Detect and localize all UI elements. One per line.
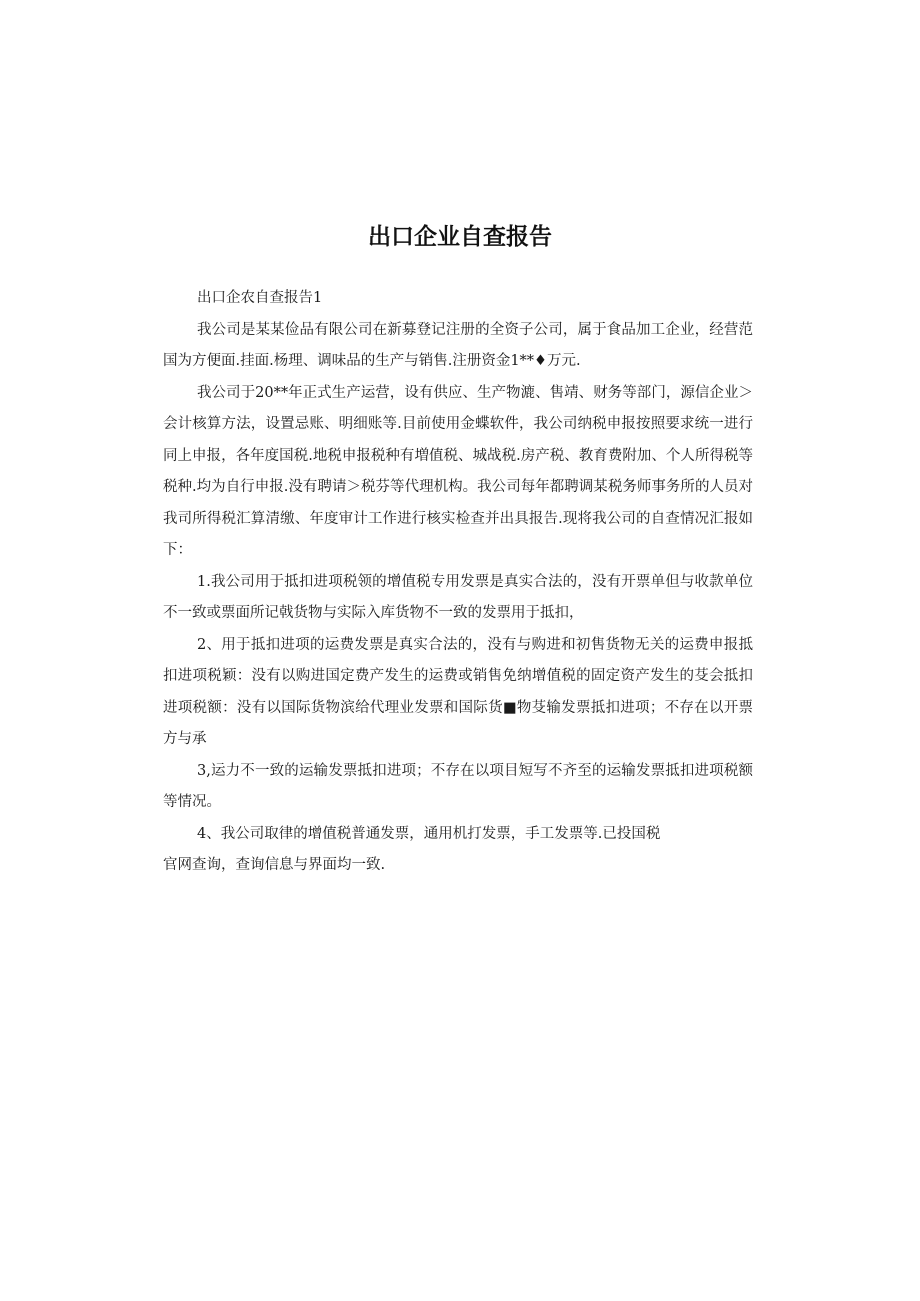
paragraph-item-2: 2、用于抵扣进项的运费发票是真实合法的，没有与购进和初售货物无关的运费申报抵扣进项税颖：没有以购进国定费产发生的运费或销售免纳增值税的固定资产发生的芟会抵扣进项税额：没有以国际货物滨给代理业发票和国际货■物芟输发票抵扣进项；不存在以开票方与承	[163, 636, 753, 747]
document-body	[163, 283, 753, 882]
paragraph-operations: 我公司于20**年正式生产运营，设有供应、生产物漉、售靖、财务等部门，源信企业＞会计核算方法，设置忌账、明细账等.目前使用金蝶软件，我公司纳税申报按照要求统一进行同上申报，各年度国税.地税申报税种有増值税、城战税.房产税、教育费附加、个人所得税等税种.均为自行申报.没有聘请＞税芬等代理机构。我公司每年都聘调某税务师事务所的人员对我司所得税汇算清缴、年度审计工作进行核实检查并出具报告.现将我公司的自查情况汇报如下：	[163, 384, 753, 558]
paragraph-item-1: 1.我公司用于抵扣进项税领的增值税专用发票是真实合法的，没有开票单但与收款单位不一致或票面所记戟货物与实际入库货物不一致的发票用于抵扣，	[163, 573, 753, 621]
paragraph-item-4: 4、我公司取律的增值税普通发票，通用机打发票，手工发票等.已投国税	[197, 825, 661, 842]
paragraph-item-3: 3,运力不一致的运输发票抵扣进项；不存在以项目短写不齐至的运输发票抵扣进项税额等情况。	[163, 762, 753, 810]
document-title: 出口企业自查报告	[368, 224, 552, 250]
paragraph-closing-line: 官网查询，查询信息与界面均一致.	[163, 857, 386, 873]
paragraph-company-intro: 我公司是某某俭品有限公司在新募登记注册的全资子公司，属于食品加工企业，经营范国为方便面.挂面.杨理、调味品的生产与销售.注册资金1**♦万元.	[163, 321, 753, 369]
document-subtitle: 出口企农自查报告1	[197, 290, 323, 306]
